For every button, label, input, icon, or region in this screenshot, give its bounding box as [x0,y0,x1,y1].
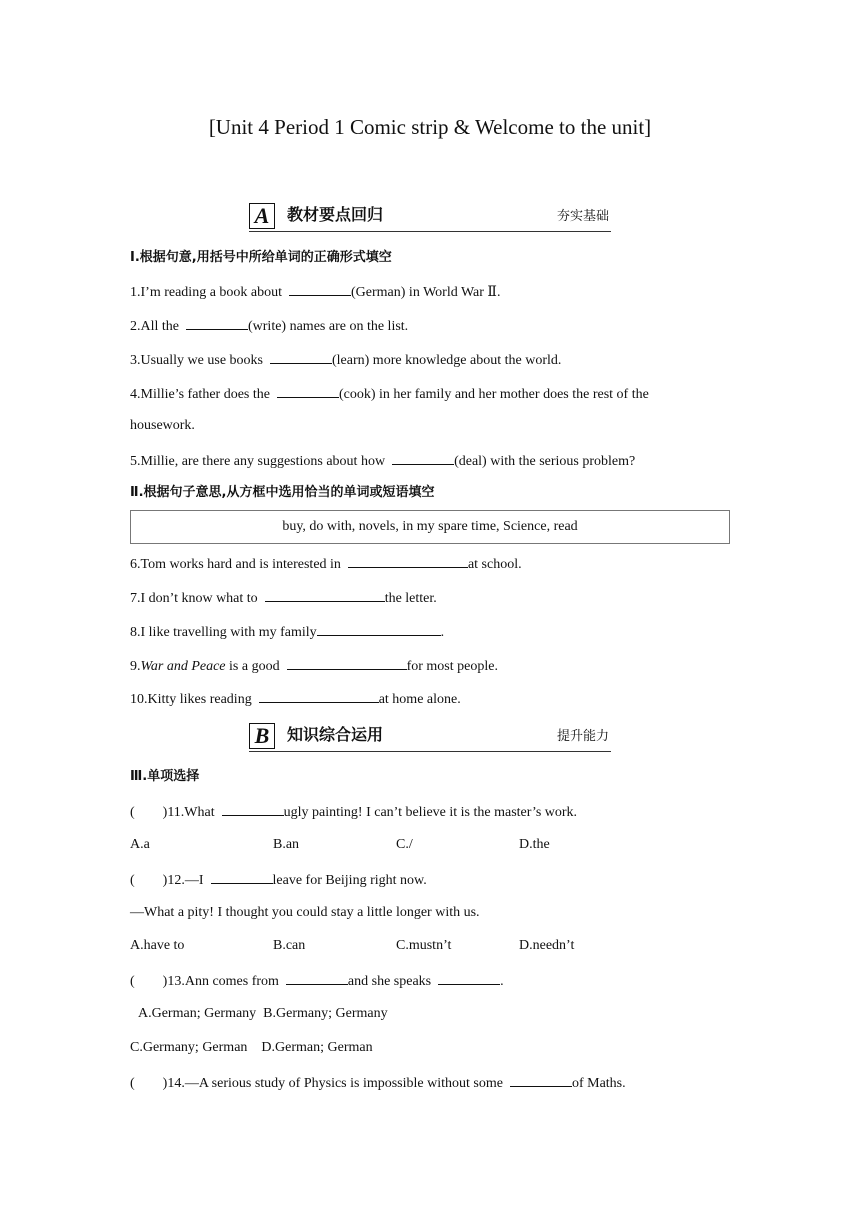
question-5: 5.Millie, are there any suggestions about how (deal) with the serious problem? [130,450,635,472]
answer-blank[interactable] [510,1072,572,1087]
book-title: War and Peace [140,659,226,674]
answer-blank[interactable] [392,450,454,465]
question-12-reply: —What a pity! I thought you could stay a little longer with us. [130,905,480,920]
answer-blank[interactable] [186,315,248,330]
question-13: ( )13.Ann comes from and she speaks . [130,970,504,992]
option-a[interactable]: A.a [130,837,150,852]
option-b[interactable]: B.can [273,938,306,953]
banner-a-heading: 教材要点回归 [287,205,384,224]
answer-blank[interactable] [270,349,332,364]
options-line-2[interactable]: C.Germany; German D.German; German [130,1040,373,1055]
answer-paren[interactable]: ( ) [130,805,168,820]
question-12: ( )12.—I leave for Beijing right now. [130,869,427,891]
answer-paren[interactable]: ( ) [130,974,168,989]
answer-blank[interactable] [289,281,351,296]
banner-a-tag: 夯实基础 [556,209,609,224]
option-a[interactable]: A.have to [130,938,185,953]
section1-heading: Ⅰ.根据句意,用括号中所给单词的正确形式填空 [130,250,392,265]
word-box: buy, do with, novels, in my spare time, Science, read [130,510,730,544]
question-6: 6.Tom works hard and is interested in at school. [130,553,522,575]
question-4: 4.Millie’s father does the (cook) in her family and her mother does the rest of the [130,383,649,405]
banner-b-tag: 提升能力 [556,729,609,744]
answer-blank[interactable] [277,383,339,398]
banner-b-heading: 知识综合运用 [287,725,384,744]
question-10: 10.Kitty likes reading at home alone. [130,688,461,710]
answer-blank[interactable] [222,801,284,816]
question-7: 7.I don’t know what to the letter. [130,587,437,609]
answer-blank[interactable] [287,655,407,670]
option-d[interactable]: D.the [519,837,550,852]
section-banner-b [249,721,611,752]
question-1: 1.I’m reading a book about (German) in World War Ⅱ. [130,281,500,303]
answer-paren[interactable]: ( ) [130,1076,168,1091]
answer-blank[interactable] [259,688,379,703]
answer-paren[interactable]: ( ) [130,873,168,888]
answer-blank[interactable] [286,970,348,985]
question-3: 3.Usually we use books (learn) more knowledge about the world. [130,349,561,371]
banner-b-badge: B [249,723,275,749]
question-11: ( )11.What ugly painting! I can’t believe it is the master’s work. [130,801,577,823]
option-b[interactable]: B.an [273,837,300,852]
options-line-1[interactable]: A.German; Germany B.Germany; Germany [138,1006,388,1021]
answer-blank[interactable] [265,587,385,602]
page-title: [Unit 4 Period 1 Comic strip & Welcome to the unit] [208,115,652,139]
option-c[interactable]: C./ [396,837,413,852]
question-9: 9.War and Peace is a good for most people. [130,655,498,677]
section3-heading: Ⅲ.单项选择 [130,769,200,784]
answer-blank[interactable] [348,553,468,568]
banner-a-badge: A [249,203,275,229]
option-d[interactable]: D.needn’t [519,938,575,953]
question-14: ( )14.—A serious study of Physics is impossible without some of Maths. [130,1072,626,1094]
option-c[interactable]: C.mustn’t [396,938,452,953]
answer-blank[interactable] [211,869,273,884]
question-2: 2.All the (write) names are on the list. [130,315,408,337]
question-4-continued: housework. [130,418,195,433]
section2-heading: Ⅱ.根据句子意思,从方框中选用恰当的单词或短语填空 [130,485,435,500]
answer-blank[interactable] [438,970,500,985]
question-8: 8.I like travelling with my family . [130,621,444,643]
answer-blank[interactable] [317,621,441,636]
section-banner-a [249,201,611,232]
